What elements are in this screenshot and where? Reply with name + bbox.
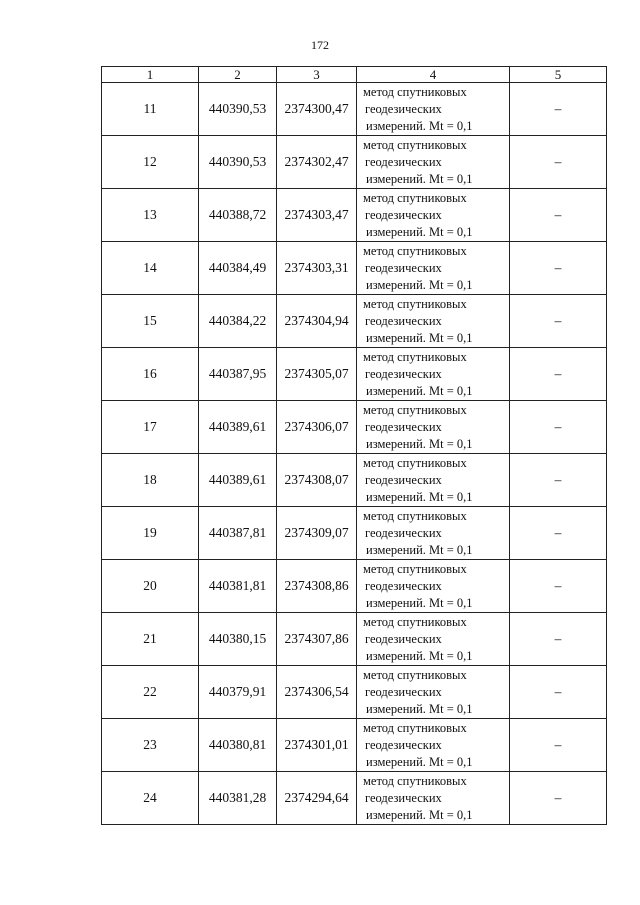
method-cell — [357, 242, 510, 295]
method-cell — [357, 83, 510, 136]
x-coordinate-cell: 440390,53 — [199, 83, 277, 136]
method-line: геодезических — [365, 207, 442, 222]
y-coordinate-cell: 2374306,54 — [277, 666, 357, 719]
y-coordinate-cell: 2374307,86 — [277, 613, 357, 666]
x-coordinate-cell: 440387,95 — [199, 348, 277, 401]
method-cell — [357, 295, 510, 348]
point-number-cell: 14 — [102, 242, 199, 295]
method-line: метод спутниковых — [363, 508, 467, 523]
table-row — [102, 772, 607, 825]
method-line: геодезических — [365, 101, 442, 116]
point-number-cell: 13 — [102, 189, 199, 242]
note-cell: – — [510, 136, 607, 189]
point-number-cell: 23 — [102, 719, 199, 772]
method-cell — [357, 189, 510, 242]
method-line: измерений. Mt = 0,1 — [366, 595, 473, 610]
y-coordinate-cell: 2374306,07 — [277, 401, 357, 454]
method-line: метод спутниковых — [363, 667, 467, 682]
coordinates-table — [101, 66, 607, 825]
table-row — [102, 348, 607, 401]
method-line: геодезических — [365, 313, 442, 328]
point-number-cell: 16 — [102, 348, 199, 401]
method-line: измерений. Mt = 0,1 — [366, 118, 473, 133]
method-line: геодезических — [365, 366, 442, 381]
x-coordinate-cell: 440381,81 — [199, 560, 277, 613]
note-cell: – — [510, 719, 607, 772]
method-line: метод спутниковых — [363, 402, 467, 417]
point-number-cell: 24 — [102, 772, 199, 825]
method-line: измерений. Mt = 0,1 — [366, 224, 473, 239]
note-cell: – — [510, 613, 607, 666]
page-number: 172 — [311, 38, 329, 52]
y-coordinate-cell: 2374302,47 — [277, 136, 357, 189]
table-row — [102, 136, 607, 189]
note-cell: – — [510, 560, 607, 613]
y-coordinate-cell: 2374294,64 — [277, 772, 357, 825]
x-coordinate-cell: 440390,53 — [199, 136, 277, 189]
y-coordinate-cell: 2374300,47 — [277, 83, 357, 136]
column-header-3: 3 — [277, 67, 357, 83]
table-body — [102, 83, 607, 825]
table-row — [102, 560, 607, 613]
note-cell: – — [510, 454, 607, 507]
point-number-cell: 11 — [102, 83, 199, 136]
method-line: измерений. Mt = 0,1 — [366, 754, 473, 769]
method-cell — [357, 507, 510, 560]
note-cell: – — [510, 189, 607, 242]
method-line: геодезических — [365, 154, 442, 169]
x-coordinate-cell: 440380,81 — [199, 719, 277, 772]
point-number-cell: 17 — [102, 401, 199, 454]
method-line: метод спутниковых — [363, 243, 467, 258]
method-cell — [357, 348, 510, 401]
table-header — [102, 67, 607, 83]
point-number-cell: 15 — [102, 295, 199, 348]
note-cell: – — [510, 666, 607, 719]
note-cell: – — [510, 772, 607, 825]
table-row — [102, 507, 607, 560]
x-coordinate-cell: 440381,28 — [199, 772, 277, 825]
table-row — [102, 613, 607, 666]
method-line: метод спутниковых — [363, 296, 467, 311]
table-row — [102, 719, 607, 772]
point-number-cell: 19 — [102, 507, 199, 560]
method-line: измерений. Mt = 0,1 — [366, 489, 473, 504]
method-line: метод спутниковых — [363, 190, 467, 205]
header-row — [102, 67, 607, 83]
column-header-5: 5 — [510, 67, 607, 83]
method-line: измерений. Mt = 0,1 — [366, 330, 473, 345]
table-row — [102, 666, 607, 719]
method-line: измерений. Mt = 0,1 — [366, 171, 473, 186]
method-line: геодезических — [365, 631, 442, 646]
method-line: измерений. Mt = 0,1 — [366, 436, 473, 451]
method-line: измерений. Mt = 0,1 — [366, 701, 473, 716]
table-row — [102, 295, 607, 348]
y-coordinate-cell: 2374308,07 — [277, 454, 357, 507]
method-line: метод спутниковых — [363, 614, 467, 629]
method-line: геодезических — [365, 737, 442, 752]
method-line: метод спутниковых — [363, 561, 467, 576]
method-line: метод спутниковых — [363, 349, 467, 364]
method-cell — [357, 719, 510, 772]
y-coordinate-cell: 2374303,47 — [277, 189, 357, 242]
column-header-1: 1 — [102, 67, 199, 83]
method-line: измерений. Mt = 0,1 — [366, 648, 473, 663]
method-line: геодезических — [365, 525, 442, 540]
table-row — [102, 83, 607, 136]
method-cell — [357, 454, 510, 507]
method-line: измерений. Mt = 0,1 — [366, 383, 473, 398]
x-coordinate-cell: 440388,72 — [199, 189, 277, 242]
method-line: геодезических — [365, 472, 442, 487]
method-line: метод спутниковых — [363, 720, 467, 735]
method-line: геодезических — [365, 684, 442, 699]
y-coordinate-cell: 2374308,86 — [277, 560, 357, 613]
point-number-cell: 22 — [102, 666, 199, 719]
note-cell: – — [510, 348, 607, 401]
method-line: метод спутниковых — [363, 773, 467, 788]
x-coordinate-cell: 440384,22 — [199, 295, 277, 348]
point-number-cell: 12 — [102, 136, 199, 189]
table-row — [102, 401, 607, 454]
table-row — [102, 189, 607, 242]
point-number-cell: 21 — [102, 613, 199, 666]
note-cell: – — [510, 507, 607, 560]
method-line: метод спутниковых — [363, 84, 467, 99]
method-line: метод спутниковых — [363, 137, 467, 152]
table-row — [102, 454, 607, 507]
x-coordinate-cell: 440389,61 — [199, 454, 277, 507]
point-number-cell: 20 — [102, 560, 199, 613]
y-coordinate-cell: 2374304,94 — [277, 295, 357, 348]
x-coordinate-cell: 440387,81 — [199, 507, 277, 560]
y-coordinate-cell: 2374301,01 — [277, 719, 357, 772]
x-coordinate-cell: 440380,15 — [199, 613, 277, 666]
method-line: геодезических — [365, 790, 442, 805]
note-cell: – — [510, 295, 607, 348]
method-cell — [357, 136, 510, 189]
method-line: геодезических — [365, 578, 442, 593]
method-line: измерений. Mt = 0,1 — [366, 277, 473, 292]
method-line: метод спутниковых — [363, 455, 467, 470]
x-coordinate-cell: 440384,49 — [199, 242, 277, 295]
table-row — [102, 242, 607, 295]
x-coordinate-cell: 440389,61 — [199, 401, 277, 454]
y-coordinate-cell: 2374303,31 — [277, 242, 357, 295]
y-coordinate-cell: 2374309,07 — [277, 507, 357, 560]
method-line: геодезических — [365, 260, 442, 275]
note-cell: – — [510, 242, 607, 295]
method-line: измерений. Mt = 0,1 — [366, 542, 473, 557]
method-cell — [357, 613, 510, 666]
method-cell — [357, 772, 510, 825]
column-header-4: 4 — [357, 67, 510, 83]
note-cell: – — [510, 401, 607, 454]
column-header-2: 2 — [199, 67, 277, 83]
point-number-cell: 18 — [102, 454, 199, 507]
method-cell — [357, 666, 510, 719]
method-cell — [357, 401, 510, 454]
note-cell: – — [510, 83, 607, 136]
method-line: геодезических — [365, 419, 442, 434]
method-cell — [357, 560, 510, 613]
x-coordinate-cell: 440379,91 — [199, 666, 277, 719]
method-line: измерений. Mt = 0,1 — [366, 807, 473, 822]
y-coordinate-cell: 2374305,07 — [277, 348, 357, 401]
